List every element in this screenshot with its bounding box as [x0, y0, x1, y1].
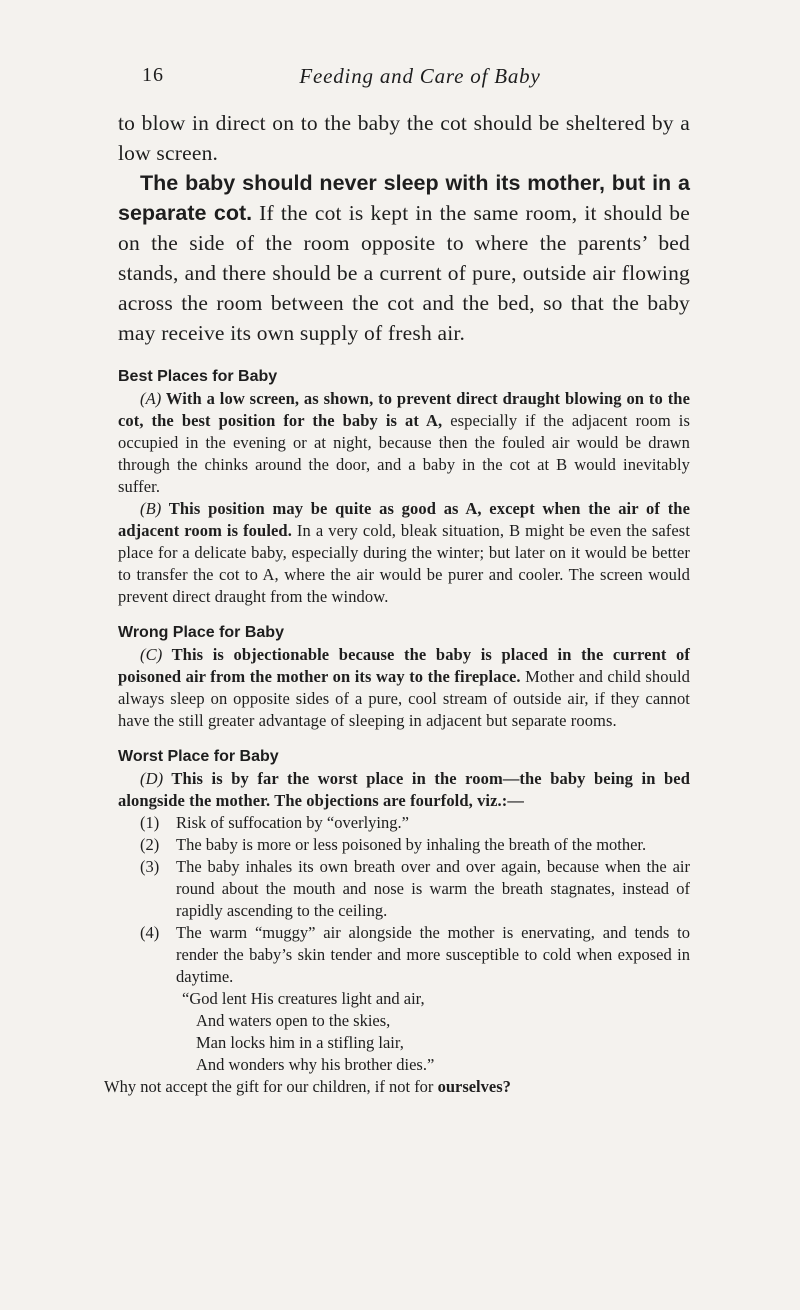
- position-b-paragraph: [118, 498, 690, 608]
- intro-bold-statement: The baby should never sleep with its mother, but in a separate cot.: [118, 171, 690, 225]
- intro-paragraph-1: to blow in direct on to the baby the cot should be sheltered by a low screen.: [118, 111, 690, 165]
- list-item: [118, 812, 690, 834]
- position-d-paragraph: [118, 768, 690, 812]
- position-c-paragraph: [118, 644, 690, 732]
- list-item-text: The baby is more or less poisoned by inhaling the breath of the mother.: [176, 835, 647, 854]
- wrong-place-section: [118, 622, 690, 732]
- objections-list: [118, 812, 690, 988]
- list-item-number: (2): [140, 835, 160, 854]
- poem-line-1: “God lent His creatures light and air,: [182, 989, 425, 1008]
- best-places-section: [118, 366, 690, 608]
- page-body: [104, 108, 691, 1098]
- poem-line-2: And waters open to the skies,: [196, 1011, 391, 1030]
- letter-d: (D): [140, 769, 164, 788]
- list-item-number: (3): [140, 857, 160, 876]
- wrong-place-heading: Wrong Place for Baby: [118, 624, 284, 641]
- intro-paragraph-2-text: If the cot is kept in the same room, it should be on the side of the room opposite to where the parents’ bed stands, and there should be a current of pure, outside air flowing across the room between the cot and the bed, so that the baby may receive its own supply of fresh air.: [118, 201, 690, 345]
- letter-a: (A): [140, 389, 162, 408]
- poem-line-3: Man locks him in a stifling lair,: [196, 1033, 404, 1052]
- closing-question: [104, 1076, 690, 1098]
- position-a-text: especially if the adjacent room is occupied in the evening or at night, because then the fouled air would be drawn through the chinks around the door, and a baby in the cot at B would inevitably suffer.: [118, 411, 690, 496]
- running-title: Feeding and Care of Baby: [299, 64, 541, 88]
- list-item-text: The warm “muggy” air alongside the mother is enervating, and tends to render the baby’s skin tender and more susceptible to cold when exposed in daytime.: [176, 923, 690, 986]
- page-number: 16: [142, 64, 164, 86]
- position-d-bold: This is by far the worst place in the room—the baby being in bed alongside the mother. The objections are fourfold, viz.:—: [118, 769, 690, 810]
- list-item: [118, 834, 690, 856]
- position-a-paragraph: [118, 388, 690, 498]
- poem-line-4: And wonders why his brother dies.”: [196, 1055, 435, 1074]
- worst-place-section: [104, 746, 690, 1098]
- list-item: [118, 856, 690, 922]
- list-item-number: (4): [140, 923, 160, 942]
- poem-quote: [118, 988, 690, 1076]
- closing-bold: ourselves?: [437, 1077, 511, 1096]
- list-item-text: The baby inhales its own breath over and over again, because when the air round about the mouth and nose is warm the breath stagnates, instead of rapidly ascending to the ceiling.: [176, 857, 690, 920]
- position-b-text: In a very cold, bleak situation, B might be even the safest place for a delicate baby, especially during the winter; but later on it would be better to transfer the cot to A, where the air would be purer and cooler. The screen would prevent direct draught from the window.: [118, 521, 691, 606]
- list-item-number: (1): [140, 813, 160, 832]
- position-c-text: Mother and child should always sleep on opposite sides of a pure, cool stream of outside air, if they cannot have the still greater advantage of sleeping in adjacent but separate rooms.: [118, 667, 690, 730]
- best-places-heading: Best Places for Baby: [118, 368, 278, 385]
- letter-c: (C): [140, 645, 163, 664]
- worst-place-heading: Worst Place for Baby: [118, 748, 279, 765]
- closing-text: Why not accept the gift for our children, if not for: [104, 1077, 438, 1096]
- intro-paragraph-2: [118, 168, 690, 348]
- position-c-bold: This is objectionable because the baby is placed in the current of poisoned air from the mother on its way to the fireplace.: [118, 645, 690, 686]
- position-b-bold: This position may be quite as good as A, except when the air of the adjacent room is fouled.: [118, 499, 690, 540]
- list-item-text: Risk of suffocation by “overlying.”: [176, 813, 409, 832]
- letter-b: (B): [140, 499, 162, 518]
- position-a-bold: With a low screen, as shown, to prevent direct draught blowing on to the cot, the best position for the baby is at A,: [118, 389, 690, 430]
- list-item: [118, 922, 690, 988]
- page-header: [120, 64, 720, 92]
